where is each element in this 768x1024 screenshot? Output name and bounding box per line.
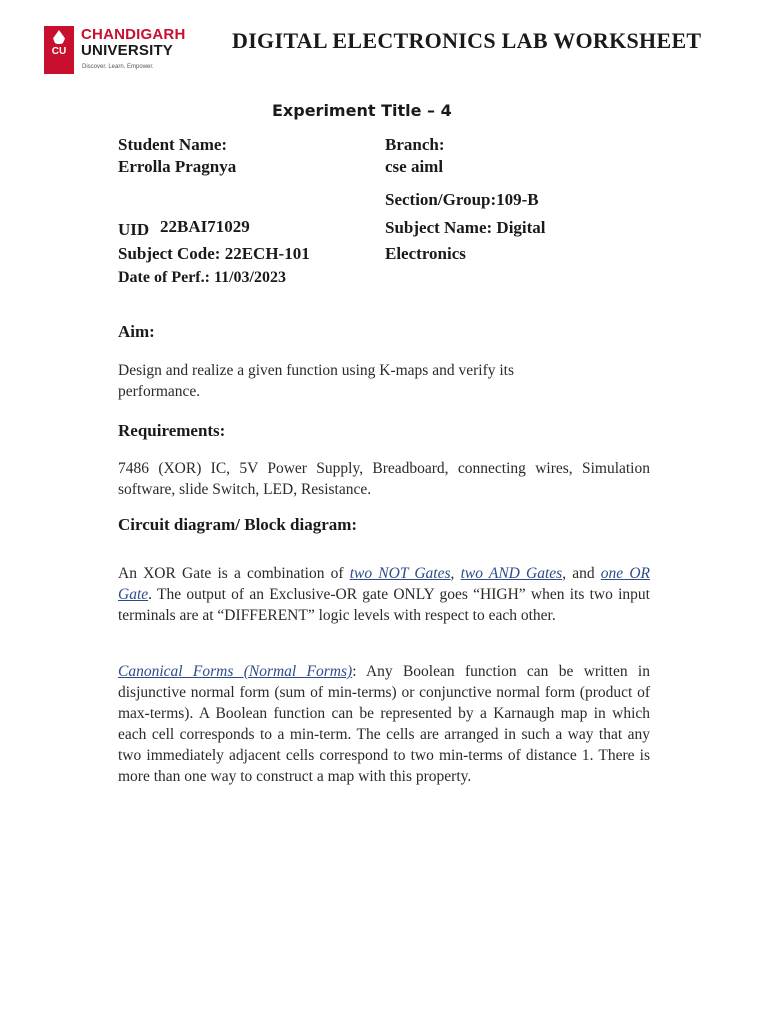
branch-value: cse aiml bbox=[385, 157, 444, 176]
uid-value: 22BAI71029 bbox=[160, 217, 250, 236]
flame-icon bbox=[53, 30, 65, 44]
logo-shield-icon bbox=[44, 26, 74, 74]
xor-text-end: . The output of an Exclusive-OR gate ONLY goes “HIGH” when its two input terminals are at “DIFFERENT” logic levels with respect to each other. bbox=[118, 586, 650, 624]
subject-code: Subject Code: 22ECH-101 bbox=[118, 244, 310, 263]
requirements-heading: Requirements: bbox=[118, 421, 226, 440]
subject-name-line1: Subject Name: Digital bbox=[385, 218, 546, 237]
branch-label: Branch: bbox=[385, 135, 445, 154]
xor-text-start: An XOR Gate is a combination of bbox=[118, 565, 350, 582]
canonical-forms-paragraph bbox=[118, 661, 650, 787]
page-title: DIGITAL ELECTRONICS LAB WORKSHEET bbox=[232, 28, 702, 53]
logo-line2: UNIVERSITY bbox=[81, 42, 174, 59]
aim-heading: Aim: bbox=[118, 322, 155, 341]
xor-paragraph bbox=[118, 563, 650, 626]
uid-label: UID bbox=[118, 220, 150, 239]
student-name-value: Errolla Pragnya bbox=[118, 157, 237, 176]
university-logo bbox=[44, 26, 186, 76]
xor-text-mid: , and bbox=[562, 565, 601, 582]
logo-line1: CHANDIGARH bbox=[81, 26, 186, 43]
requirements-text: 7486 (XOR) IC, 5V Power Supply, Breadboard, connecting wires, Simulation software, slide Switch, LED, Resistance. bbox=[118, 460, 650, 498]
subject-name-line2: Electronics bbox=[385, 244, 466, 263]
date-of-performance: Date of Perf.: 11/03/2023 bbox=[118, 269, 286, 286]
two-not-gates-link[interactable]: two NOT Gates bbox=[349, 565, 451, 582]
logo-tagline: Discover. Learn. Empower. bbox=[82, 64, 154, 70]
experiment-title: Experiment Title – 4 bbox=[272, 101, 452, 120]
canonical-forms-link[interactable]: Canonical Forms (Normal Forms) bbox=[118, 663, 353, 680]
xor-sep: , bbox=[450, 565, 461, 582]
section-group: Section/Group:109-B bbox=[385, 190, 539, 209]
circuit-heading: Circuit diagram/ Block diagram: bbox=[118, 515, 358, 534]
aim-text: Design and realize a given function using K-maps and verify its performance. bbox=[118, 362, 514, 400]
student-name-label: Student Name: bbox=[118, 135, 228, 154]
one-or-gate-link[interactable]: one OR Gate bbox=[118, 565, 651, 603]
logo-badge: CU bbox=[51, 46, 67, 57]
two-and-gates-link[interactable]: two AND Gates bbox=[460, 565, 563, 582]
canonical-forms-text: : Any Boolean function can be written in disjunctive normal form (sum of min-terms) or conjunctive normal form (product of max-terms). A Boolean function can be represented by a Karnaugh map in which each cell corresponds to a min-term. The cells are arranged in such a way that any two immediately adjacent cells correspond to two min-terms of distance 1. There is more than one way to construct a map with this property. bbox=[118, 663, 650, 785]
